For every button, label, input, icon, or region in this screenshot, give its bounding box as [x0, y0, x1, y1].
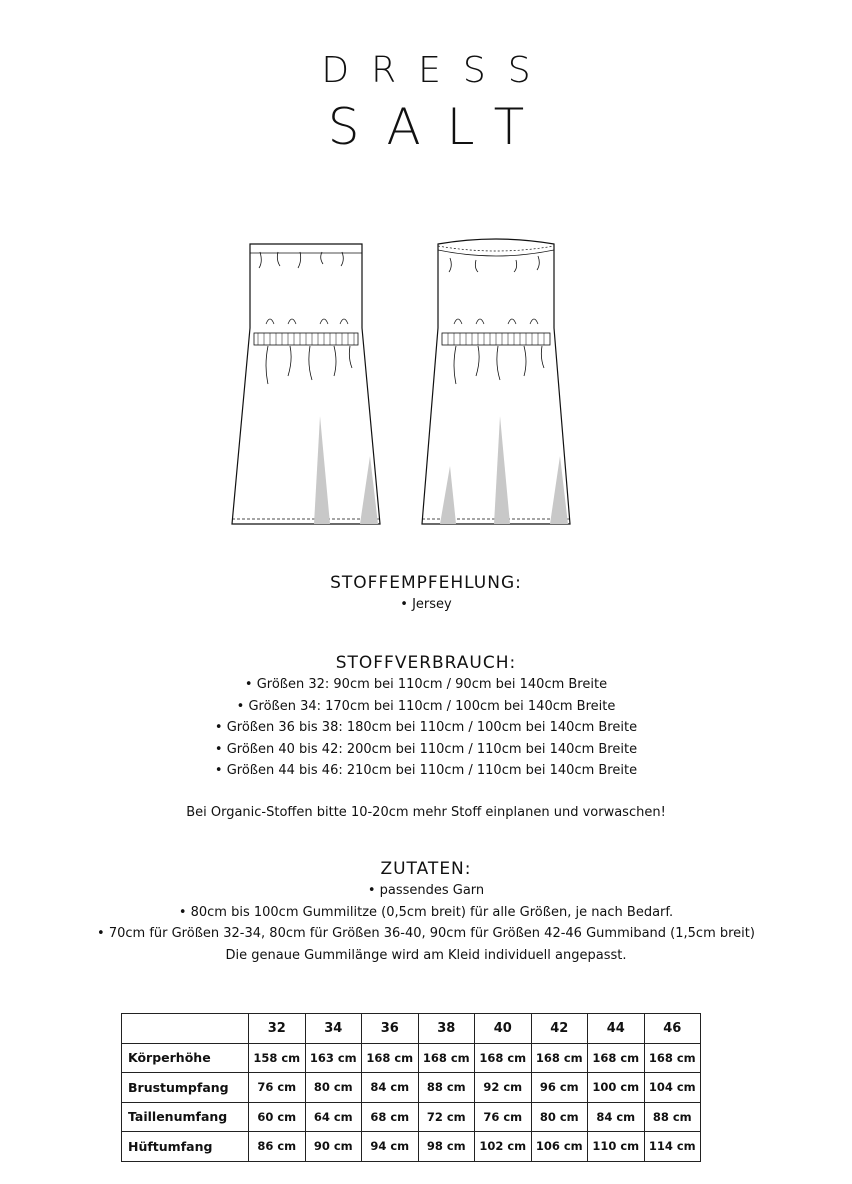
table-cell: 88 cm	[418, 1073, 475, 1103]
usage-item: • Größen 34: 170cm bei 110cm / 100cm bei 140cm Breite	[236, 698, 616, 714]
title-line-2: SALT	[327, 98, 551, 156]
organic-note	[0, 802, 852, 824]
table-cell: 163 cm	[305, 1043, 362, 1073]
table-cell: 106 cm	[531, 1132, 588, 1162]
table-cell: 64 cm	[305, 1102, 362, 1132]
table-cell: 168 cm	[418, 1043, 475, 1073]
size-header-cell: 34	[305, 1014, 362, 1044]
usage-item: • Größen 44 bis 46: 210cm bei 110cm / 110cm bei 140cm Breite	[214, 763, 638, 778]
notions-item: • passendes Garn	[367, 883, 485, 898]
size-header-cell: 44	[588, 1014, 645, 1044]
table-cell: 90 cm	[305, 1132, 362, 1162]
dress-front-drawing	[232, 244, 380, 524]
table-cell: 110 cm	[588, 1132, 645, 1162]
table-cell: 76 cm	[249, 1073, 306, 1103]
table-row	[122, 1102, 701, 1132]
table-cell: 98 cm	[418, 1132, 475, 1162]
table-cell: 102 cm	[475, 1132, 532, 1162]
table-cell: 168 cm	[531, 1043, 588, 1073]
table-cell: 88 cm	[644, 1102, 701, 1132]
dress-back-drawing	[422, 239, 570, 524]
table-cell: 158 cm	[249, 1043, 306, 1073]
size-header-cell: 36	[362, 1014, 419, 1044]
size-header-cell: 40	[475, 1014, 532, 1044]
size-header-cell: 38	[418, 1014, 475, 1044]
table-cell: 84 cm	[588, 1102, 645, 1132]
notions-item: • 70cm für Größen 32-34, 80cm für Größen 36-40, 90cm für Größen 42-46 Gummiband (1,5cm breit)	[97, 926, 755, 941]
usage-item: • Größen 32: 90cm bei 110cm / 90cm bei 140cm Breite	[244, 677, 608, 692]
notions-item: • 80cm bis 100cm Gummilitze (0,5cm breit) für alle Größen, je nach Bedarf.	[178, 904, 674, 920]
fabric-usage-section	[0, 652, 852, 782]
notions-item: Die genaue Gummilänge wird am Kleid individuell angepasst.	[225, 947, 627, 963]
usage-heading: STOFFVERBRAUCH:	[335, 653, 517, 673]
table-cell: 68 cm	[362, 1102, 419, 1132]
organic-note-text: Bei Organic-Stoffen bitte 10-20cm mehr Stoff einplanen und vorwaschen!	[186, 805, 666, 820]
notions-heading: ZUTATEN:	[380, 859, 472, 879]
table-cell: 168 cm	[644, 1043, 701, 1073]
table-cell: 168 cm	[362, 1043, 419, 1073]
table-cell: 80 cm	[305, 1073, 362, 1103]
table-cell: 84 cm	[362, 1073, 419, 1103]
row-label: Hüftumfang	[122, 1132, 249, 1162]
table-cell: 168 cm	[588, 1043, 645, 1073]
row-label: Körperhöhe	[122, 1043, 249, 1073]
size-header-cell: 42	[531, 1014, 588, 1044]
table-cell: 168 cm	[475, 1043, 532, 1073]
table-cell: 96 cm	[531, 1073, 588, 1103]
table-row	[122, 1073, 701, 1103]
size-header-corner	[122, 1014, 249, 1044]
usage-item: • Größen 40 bis 42: 200cm bei 110cm / 110cm bei 140cm Breite	[214, 741, 638, 757]
usage-item: • Größen 36 bis 38: 180cm bei 110cm / 100cm bei 140cm Breite	[214, 720, 638, 735]
table-cell: 100 cm	[588, 1073, 645, 1103]
table-cell: 114 cm	[644, 1132, 701, 1162]
fabric-recommendation-section	[0, 572, 852, 616]
notions-section	[0, 858, 852, 966]
title-line-1: DRESS	[321, 50, 553, 91]
fabric-item: • Jersey	[400, 597, 452, 612]
table-cell: 104 cm	[644, 1073, 701, 1103]
row-label: Brustumpfang	[122, 1073, 249, 1103]
table-cell: 94 cm	[362, 1132, 419, 1162]
table-cell: 76 cm	[475, 1102, 532, 1132]
row-label: Taillenumfang	[122, 1102, 249, 1132]
size-header-row	[122, 1014, 701, 1044]
size-header-cell: 32	[249, 1014, 306, 1044]
size-header-cell: 46	[644, 1014, 701, 1044]
dress-technical-drawings	[230, 236, 610, 532]
table-cell: 92 cm	[475, 1073, 532, 1103]
table-cell: 72 cm	[418, 1102, 475, 1132]
table-row	[122, 1043, 701, 1073]
table-cell: 60 cm	[249, 1102, 306, 1132]
table-cell: 86 cm	[249, 1132, 306, 1162]
fabric-heading: STOFFEMPFEHLUNG:	[330, 573, 522, 593]
size-chart-table	[121, 1013, 701, 1162]
table-row	[122, 1132, 701, 1162]
table-cell: 80 cm	[531, 1102, 588, 1132]
